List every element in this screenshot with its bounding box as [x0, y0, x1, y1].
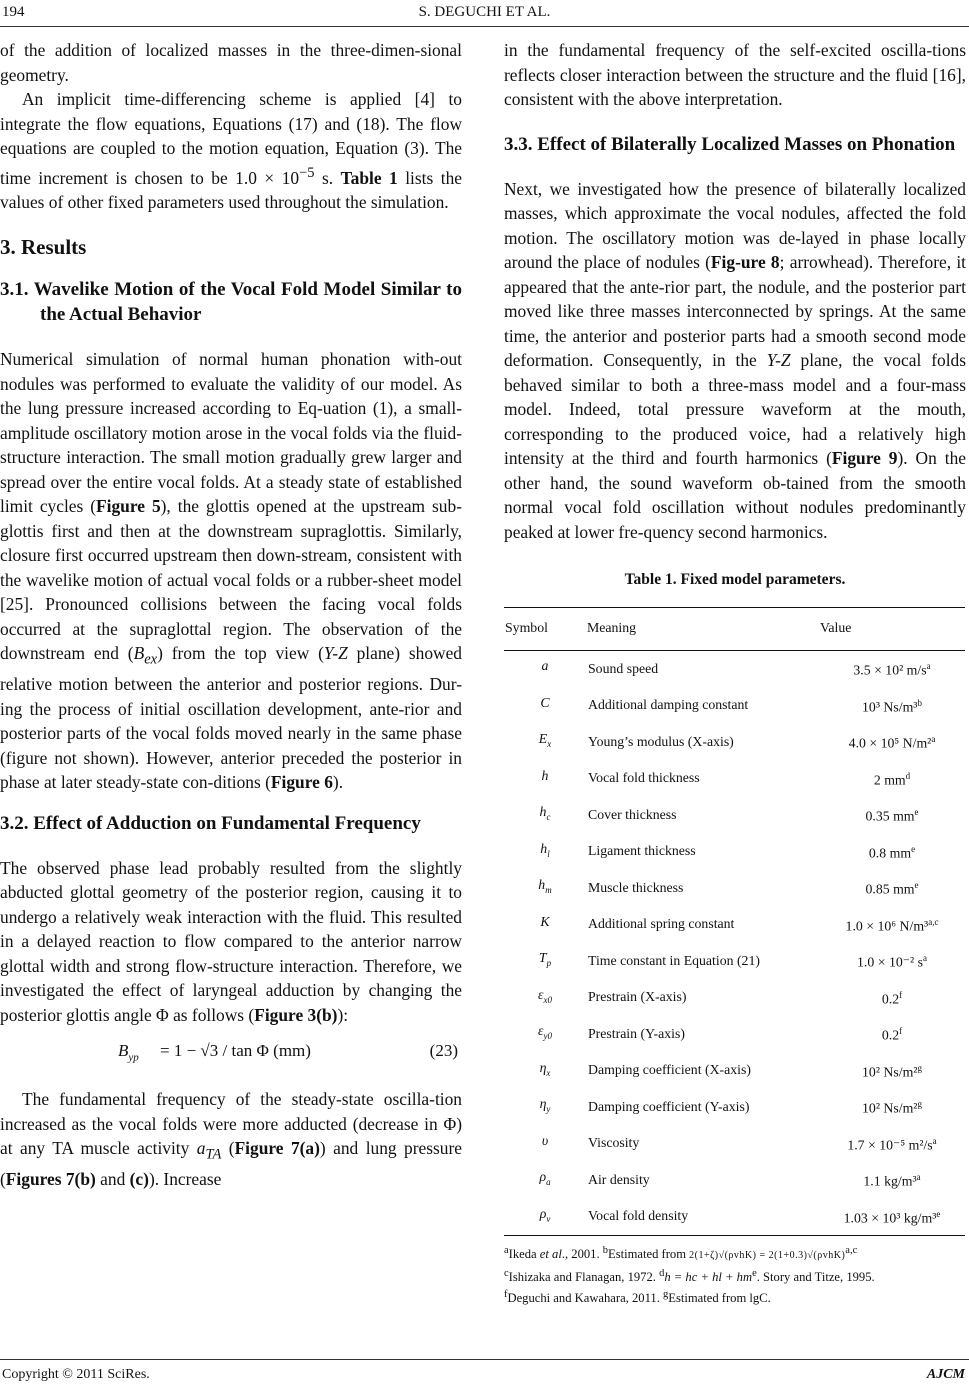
header-rule	[0, 26, 969, 27]
cell-value: 0.8 $mm^e$	[868, 843, 916, 861]
cell-meaning: Young’s modulus (X-axis)	[588, 733, 734, 749]
header-meaning: Meaning	[586, 607, 819, 650]
cell-symbol: a	[541, 658, 549, 674]
section-3-2-heading: 3.2. Effect of Adduction on Fundamental Frequency	[0, 812, 421, 834]
cell-meaning: Viscosity	[588, 1135, 640, 1150]
cell-symbol: $\varepsilon_{x0}$	[538, 986, 552, 1005]
table-row	[504, 724, 965, 761]
cell-meaning: Damping coefficient (X-axis)	[588, 1062, 751, 1077]
table-row	[504, 687, 965, 724]
cell-meaning: Ligament thickness	[588, 843, 696, 858]
table-row	[504, 1089, 965, 1126]
table-row	[504, 870, 965, 907]
cell-symbol: $\varepsilon_{y0}$	[538, 1023, 552, 1041]
parameters-table	[504, 607, 965, 1236]
cell-symbol: K	[540, 913, 550, 929]
scheme-paragraph: An implicit time-differencing scheme is applied [4] to integrate the flow equations, Equations (17) and (18). The flow equations are coupled to the motion equation, Equation (3). The time increment is chosen to be $1.0 \times 10^{-5}$ s. Table 1 lists the values of other fixed parameters used throughout the simulation.	[0, 89, 462, 212]
table-row	[504, 833, 965, 870]
cell-meaning: Additional damping constant	[588, 697, 749, 712]
footer-journal: AJCM	[926, 1367, 965, 1382]
cell-meaning: Prestrain (Y-axis)	[588, 1025, 685, 1041]
cell-meaning: Cover thickness	[588, 806, 677, 822]
cell-symbol: C	[540, 694, 550, 710]
table-row	[504, 1016, 965, 1053]
cell-value: 10³ Ns/m³$^b$	[862, 697, 922, 715]
cell-meaning: Sound speed	[588, 660, 659, 676]
table-body	[504, 650, 965, 1235]
cell-meaning: Vocal fold density	[586, 1198, 819, 1235]
cell-value: 10² Ns/m²$^g$	[862, 1099, 922, 1116]
table-1-caption: Table 1. Fixed model parameters.	[624, 571, 846, 588]
table-row	[504, 797, 965, 834]
table-row	[504, 760, 965, 797]
cell-value: 0.35 $mm^e$	[865, 807, 919, 824]
footnote-line-2: $^c$Ishizaka and Flanagan, 1972. $^d$h = hc + hl + $hm^e$. Story and Titze, 1995.	[504, 1267, 875, 1284]
cell-value: 1.0 × 10⁶ N/m³$^{a,c}$	[845, 916, 939, 934]
cell-meaning: Prestrain (X-axis)	[588, 989, 687, 1004]
left-column	[0, 38, 462, 1192]
table-row	[504, 650, 965, 687]
cell-symbol: $E_x$	[538, 731, 552, 749]
cell-value: 10² Ns/m²$^g$	[862, 1062, 922, 1080]
section-3-2-paragraph-2: The fundamental frequency of the steady-state oscilla-tion increased as the vocal folds were more adducted (decrease in Φ) at any TA muscle activity $a_{TA}$ (Figure 7(a)) and lung pressure (Figures 7(b) and (c)). Increase	[0, 1089, 462, 1190]
cell-symbol: $h_l$	[540, 840, 550, 859]
cell-value: 1.1 kg/m³$^a$	[863, 1172, 921, 1189]
footnote-line-1: $^a$Ikeda et al., 2001. $^b$Estimated from $2(1+\zeta)√(\rho vhK) = 2(1+0.3)√(\rho vhK)^{a,c}$	[504, 1244, 858, 1261]
running-header-authors: S. DEGUCHI ET AL.	[418, 4, 551, 20]
footer-rule	[0, 1359, 969, 1360]
section-3-2-paragraph: The observed phase lead probably resulted from the slightly abducted glottal geometry of the posterior region, causing it to undergo a relatively weak interaction with the fluid. This resulted in a delayed reaction to flow compared to the anterior narrow glottal width and strong flow-structure interaction. Therefore, we investigated the effect of laryngeal adduction by changing the posterior glottis angle Φ as follows (Figure 3(b)):	[0, 857, 462, 1025]
cell-value: 0.85 $mm^e$	[865, 880, 919, 897]
footer-copyright: Copyright © 2011 SciRes.	[2, 1367, 150, 1382]
table-row	[504, 1052, 965, 1089]
cell-meaning: Muscle thickness	[588, 879, 684, 895]
table-row	[504, 1162, 965, 1199]
cell-value: 0.2$^f$	[881, 989, 903, 1007]
cell-symbol: h	[541, 767, 549, 783]
equation-number: (23)	[429, 1041, 458, 1061]
cell-value: 1.0 × 10⁻² $s^a$	[857, 953, 927, 970]
table-row	[504, 1198, 965, 1235]
equation-lhs: $B_{yp}$	[118, 1041, 139, 1064]
cell-meaning: Time constant in Equation (21)	[588, 952, 760, 968]
section-3-3-heading: 3.3. Effect of Bilaterally Localized Masses on Phonation	[504, 133, 956, 155]
cell-value: 0.2$^f$	[881, 1026, 903, 1043]
section-3-3-paragraph: Next, we investigated how the presence of bilaterally localized masses, which approximate the vocal nodules, affected the fold motion. The oscillatory motion was de-layed in phase locally around the place of nodules (Fig-ure 8; arrowhead). Therefore, it appeared that the ante-rior part, the nodule, and the posterior part moved like three masses interconnected by springs. At the same time, the anterior and posterior parts had a smooth second mode deformation. Consequently, in the Y-Z plane, the vocal folds behaved similar to both a three-mass model and a four-mass model. Indeed, total pressure waveform at the mouth, corresponding to the produced voice, had a relatively high intensity at the third and fourth harmonics (Figure 9). On the other hand, the sound waveform ob-tained from the smooth normal vocal fold oscillation without nodules predominantly peaked at lower fre-quency second harmonics.	[504, 178, 967, 542]
cell-value: 4.0 × 10⁵ N/m²$^a$	[848, 734, 936, 751]
cell-symbol: $\eta_y$	[539, 1096, 551, 1114]
continuation-paragraph: in the fundamental frequency of the self-excited oscilla-tions reflects closer interaction between the structure and the fluid [16], consistent with the above interpretation.	[504, 40, 966, 109]
cell-symbol: $\rho_a$	[539, 1169, 551, 1187]
cell-symbol: $T_p$	[538, 950, 552, 968]
page-number: 194	[2, 4, 25, 20]
footnote-line-3: $^f$Deguchi and Kawahara, 2011. $^g$Estimated from lgC.	[504, 1288, 771, 1306]
equation-body: = 1 − √3 / tan Φ (mm)	[160, 1041, 311, 1061]
header-symbol: Symbol	[504, 607, 586, 650]
cell-symbol: $h_c$	[539, 804, 551, 822]
table-row	[504, 979, 965, 1016]
intro-paragraph: of the addition of localized masses in the three-dimen-sional geometry.	[0, 40, 462, 85]
table-header-row	[504, 607, 965, 650]
cell-meaning: Additional spring constant	[588, 916, 735, 931]
cell-symbol: $\rho_v$	[504, 1198, 586, 1235]
section-3-1-paragraph: Numerical simulation of normal human phonation with-out nodules was performed to evaluate the validity of our model. As the lung pressure increased according to Eq-uation (1), a small-amplitude oscillatory motion arose in the vocal folds via the fluid-structure interaction. The small motion gradually grew larger and spread over the entire vocal folds. At a steady state of established limit cycles (Figure 5), the glottis opened at the upstream sub-glottis first and then at the downstream supraglottis. Similarly, closure first occurred upstream then down-stream, consistent with the wavelike motion of actual vocal folds or a rubber-sheet model [25]. Pronounced collisions between the facing vocal folds occurred at the supraglottal region. The observation of the downstream end $(B_{ex})$ from the top view (Y-Z plane) showed relative motion between the anterior and posterior regions. Dur-ing the process of initial oscillation development, ante-rior and posterior parts of the vocal folds moved nearly in the same phase (figure not shown). However, anterior preceded the posterior in phase at later steady-state con-ditions (Figure 6).	[0, 349, 462, 793]
table-row	[504, 943, 965, 980]
cell-symbol: $h_m$	[538, 877, 552, 895]
table-1-ref: Table 1	[340, 167, 398, 188]
equation-23	[0, 1033, 462, 1077]
cell-meaning: Air density	[588, 1171, 650, 1187]
right-column	[504, 38, 966, 1307]
cell-value: 3.5 × 10² $m/s^a$	[853, 661, 931, 678]
table-row	[504, 906, 965, 943]
cell-symbol: $\eta_x$	[539, 1059, 551, 1078]
cell-value: 1.7 × 10⁻⁵ $m^2/s^a$	[847, 1135, 937, 1153]
cell-value: 2 $mm^d$	[873, 770, 911, 788]
section-3-1-heading: 3.1. Wavelike Motion of the Vocal Fold Model Similar to the Actual Behavior	[0, 279, 462, 326]
cell-meaning: Damping coefficient (Y-axis)	[588, 1098, 750, 1114]
table-row	[504, 1125, 965, 1162]
table-footnotes	[504, 1242, 966, 1308]
cell-value: 1.03 × 10³ kg/m³$^e$	[819, 1198, 965, 1235]
cell-meaning: Vocal fold thickness	[588, 770, 700, 785]
cell-symbol: υ	[541, 1132, 549, 1148]
header-value: Value	[819, 607, 965, 650]
section-results-heading: 3. Results	[0, 235, 87, 260]
